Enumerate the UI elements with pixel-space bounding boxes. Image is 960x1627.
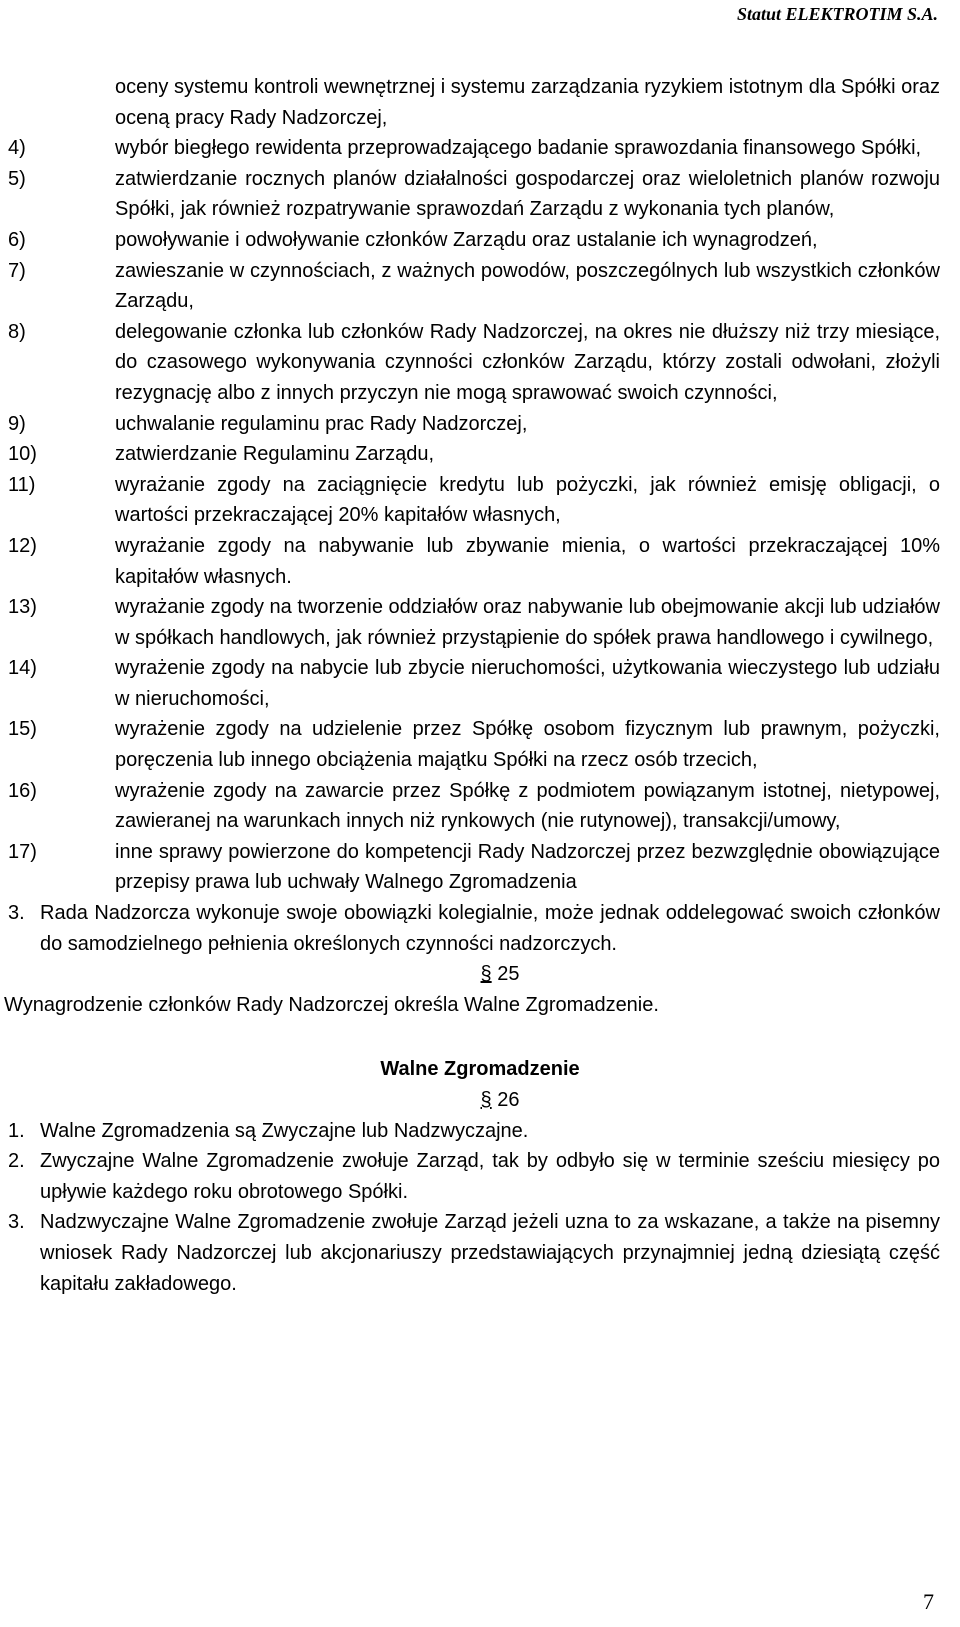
list-item [0, 164, 960, 225]
point-number: 1. [8, 1119, 25, 1142]
list-number: 12) [8, 534, 37, 557]
list-text: zatwierdzanie rocznych planów działalności gospodarczej oraz wieloletnich planów rozwoju Spółki, jak również rozpatrywanie sprawozdań Zarządu z wykonania tych planów, [115, 167, 940, 221]
document-header: Statut ELEKTROTIM S.A. [736, 4, 938, 24]
section-number: 25 [497, 963, 520, 986]
list-text: inne sprawy powierzone do kompetencji Rady Nadzorczej przez bezwzględnie obowiązujące przepisy prawa lub uchwały Walnego Zgromadzenia [115, 840, 940, 894]
list-number: 7) [8, 259, 26, 282]
list-item [0, 592, 960, 653]
document-body [0, 72, 960, 1299]
list-text: wyrażenie zgody na nabycie lub zbycie nieruchomości, użytkowania wieczystego lub udziału w nieruchomości, [115, 657, 940, 710]
list-item [0, 256, 960, 317]
list-number: 16) [8, 779, 37, 802]
list-number: 9) [8, 412, 26, 435]
list-item [0, 72, 960, 133]
list-text: oceny systemu kontroli wewnętrznej i systemu zarządzania ryzykiem istotnym dla Spółki oraz oceną pracy Rady Nadzorczej, [115, 76, 940, 129]
point-26-3 [0, 1207, 940, 1299]
list-item [0, 776, 960, 837]
page-number: 7 [923, 1589, 934, 1614]
list-item [0, 409, 960, 440]
list-number: 8) [8, 320, 26, 343]
list-text: zatwierdzanie Regulaminu Zarządu, [115, 443, 435, 466]
list-text: zawieszanie w czynnościach, z ważnych powodów, poszczególnych lub wszystkich członków Zarządu, [115, 259, 940, 313]
section-mark: § [480, 963, 492, 986]
point-text: Walne Zgromadzenia są Zwyczajne lub Nadzwyczajne. [40, 1119, 529, 1142]
list-item [0, 837, 960, 898]
section-mark: § [480, 1089, 492, 1111]
section-number: 26 [497, 1089, 520, 1111]
point-text: Rada Nadzorcza wykonuje swoje obowiązki kolegialnie, może jednak oddelegować swoich członków do samodzielnego pełnienia określonych czynności nadzorczych. [40, 902, 940, 955]
list-text: wybór biegłego rewidenta przeprowadzającego badanie sprawozdania finansowego Spółki, [115, 137, 922, 160]
list-number: 4) [8, 137, 26, 160]
list-item [0, 531, 960, 592]
point-text: Zwyczajne Walne Zgromadzenie zwołuje Zarząd, tak by odbyło się w terminie sześciu miesięcy po upływie każdego roku obrotowego Spółki. [40, 1150, 940, 1203]
list-text: wyrażenie zgody na zawarcie przez Spółkę z podmiotem powiązanym istotnej, nietypowej, zawieranej na warunkach innych niż rynkowych (nie rutynowej), transakcji/umowy, [115, 779, 940, 833]
list-number: 5) [8, 167, 26, 190]
point-3 [0, 898, 940, 959]
list-item [0, 317, 960, 409]
list-item [0, 439, 960, 470]
point-26-1 [0, 1116, 940, 1147]
list-item [0, 133, 960, 164]
list-text: powoływanie i odwoływanie członków Zarządu oraz ustalanie ich wynagrodzeń, [115, 228, 818, 251]
section-25-heading [0, 959, 960, 990]
list-number: 11) [8, 473, 36, 496]
section-heading: Walne Zgromadzenie [380, 1058, 580, 1081]
list-item [0, 470, 960, 531]
list-item [0, 653, 960, 714]
list-text: wyrażanie zgody na zaciągnięcie kredytu lub pożyczki, jak również emisję obligacji, o wartości przekraczającej 20% kapitałów własnych, [115, 473, 940, 527]
list-number: 10) [8, 443, 37, 466]
point-number: 2. [8, 1150, 25, 1173]
list-number: 13) [8, 596, 37, 619]
list-text: uchwalanie regulaminu prac Rady Nadzorczej, [115, 412, 528, 435]
list-item [0, 225, 960, 256]
list-text: wyrażanie zgody na tworzenie oddziałów oraz nabywanie lub obejmowanie akcji lub udziałów w spółkach handlowych, jak również przystąpienie do spółek prawa handlowego i cywilnego, [115, 596, 940, 649]
section-26-heading [0, 1085, 960, 1116]
point-number: 3. [8, 1211, 25, 1234]
list-text: delegowanie członka lub członków Rady Nadzorczej, na okres nie dłuższy niż trzy miesiące, do czasowego wykonywania czynności członków Zarządu, którzy zostali odwołani, złożyli rezygnację albo z innych przyczyn nie mogą sprawować swoich czynności, [115, 320, 940, 404]
point-text: Nadzwyczajne Walne Zgromadzenie zwołuje Zarząd jeżeli uzna to za wskazane, a także na pisemny wniosek Rady Nadzorczej lub akcjonariuszy przedstawiających przynajmniej jedną dziesiątą część kapitału zakładowego. [40, 1211, 940, 1295]
list-number: 14) [8, 657, 37, 680]
list-number: 6) [8, 228, 26, 251]
point-number: 3. [8, 902, 25, 925]
list-text: wyrażanie zgody na nabywanie lub zbywanie mienia, o wartości przekraczającej 10% kapitałów własnych. [115, 534, 940, 588]
list-item [0, 714, 960, 775]
list-number: 17) [8, 840, 37, 863]
paragraph-25: Wynagrodzenie członków Rady Nadzorczej określa Walne Zgromadzenie. [4, 993, 659, 1016]
list-number: 15) [8, 718, 37, 741]
point-26-2 [0, 1146, 940, 1207]
list-text: wyrażenie zgody na udzielenie przez Spółkę osobom fizycznym lub prawnym, pożyczki, poręczenia lub innego obciążenia majątku Spółki na rzecz osób trzecich, [115, 718, 940, 772]
